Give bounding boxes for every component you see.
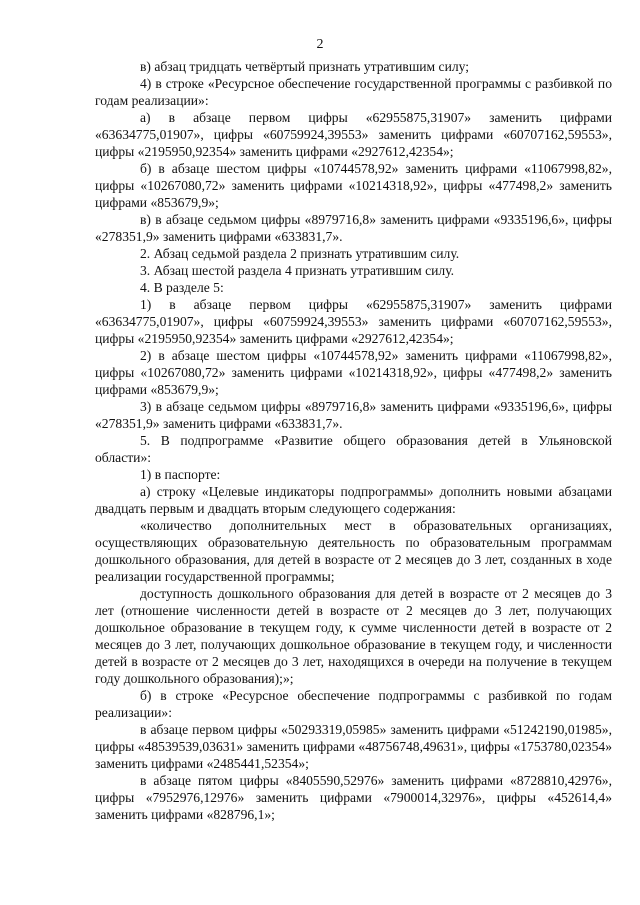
paragraph: 1) в паспорте:: [140, 467, 221, 482]
paragraph: в абзаце первом цифры «50293319,05985» заменить цифрами «51242190,01985», цифры «48539539,03631» заменить цифрами «48756748,49631», цифры «1753780,02354» заменить цифрами «2485441,52354»;: [95, 722, 612, 771]
paragraph: 3. Абзац шестой раздела 4 признать утратившим силу.: [140, 263, 455, 278]
paragraph: 2) в абзаце шестом цифры «10744578,92» заменить цифрами «11067998,82», цифры «10267080,72» заменить цифрами «10214318,92», цифры «477498,2» заменить цифрами «853679,9»;: [95, 348, 612, 397]
paragraph: доступность дошкольного образования для детей в возрасте от 2 месяцев до 3 лет (отношение численности детей в возрасте от 2 месяцев до 3 лет, получающих дошкольное образование в текущем году, к сумме численности детей в возрасте от 2 месяцев до 3 лет, получающих дошкольное образование в текущем году, и численности детей в возрасте от 2 месяцев до 3 лет, находящихся в очереди на получение в текущем году дошкольного образования);»;: [95, 586, 612, 686]
paragraph: в) в абзаце седьмом цифры «8979716,8» заменить цифрами «9335196,6», цифры «278351,9» заменить цифрами «633831,7».: [95, 212, 612, 244]
paragraph: а) в абзаце первом цифры «62955875,31907» заменить цифрами «63634775,01907», цифры «60759924,39553» заменить цифрами «60707162,59553», цифры «2195950,92354» заменить цифрами «2927612,42354»;: [95, 110, 612, 159]
paragraph: 4) в строке «Ресурсное обеспечение государственной программы с разбивкой по годам реализации»:: [95, 76, 612, 108]
document-body: [95, 58, 612, 823]
paragraph: 5. В подпрограмме «Развитие общего образования детей в Ульяновской области»:: [95, 433, 612, 465]
paragraph: а) строку «Целевые индикаторы подпрограммы» дополнить новыми абзацами двадцать первым и двадцать вторым следующего содержания:: [95, 484, 612, 516]
paragraph: в) абзац тридцать четвёртый признать утратившим силу;: [140, 59, 470, 74]
paragraph: в абзаце пятом цифры «8405590,52976» заменить цифрами «8728810,42976», цифры «7952976,12976» заменить цифрами «7900014,32976», цифры «452614,4» заменить цифрами «828796,1»;: [95, 773, 612, 822]
paragraph: «количество дополнительных мест в образовательных организациях, осуществляющих образовательную деятельность по образовательным программам дошкольного образования, для детей в возрасте от 2 месяцев до 3 лет, созданных в ходе реализации государственной программы;: [95, 518, 612, 584]
paragraph: 4. В разделе 5:: [140, 280, 224, 295]
paragraph: 2. Абзац седьмой раздела 2 признать утратившим силу.: [140, 246, 460, 261]
paragraph: 1) в абзаце первом цифры «62955875,31907» заменить цифрами «63634775,01907», цифры «60759924,39553» заменить цифрами «60707162,59553», цифры «2195950,92354» заменить цифрами «2927612,42354»;: [95, 297, 612, 346]
paragraph: 3) в абзаце седьмом цифры «8979716,8» заменить цифрами «9335196,6», цифры «278351,9» заменить цифрами «633831,7».: [95, 399, 612, 431]
page-number: 2: [316, 37, 324, 52]
paragraph: б) в строке «Ресурсное обеспечение подпрограммы с разбивкой по годам реализации»:: [95, 688, 612, 720]
paragraph: б) в абзаце шестом цифры «10744578,92» заменить цифрами «11067998,82», цифры «10267080,72» заменить цифрами «10214318,92», цифры «477498,2» заменить цифрами «853679,9»;: [95, 161, 612, 210]
